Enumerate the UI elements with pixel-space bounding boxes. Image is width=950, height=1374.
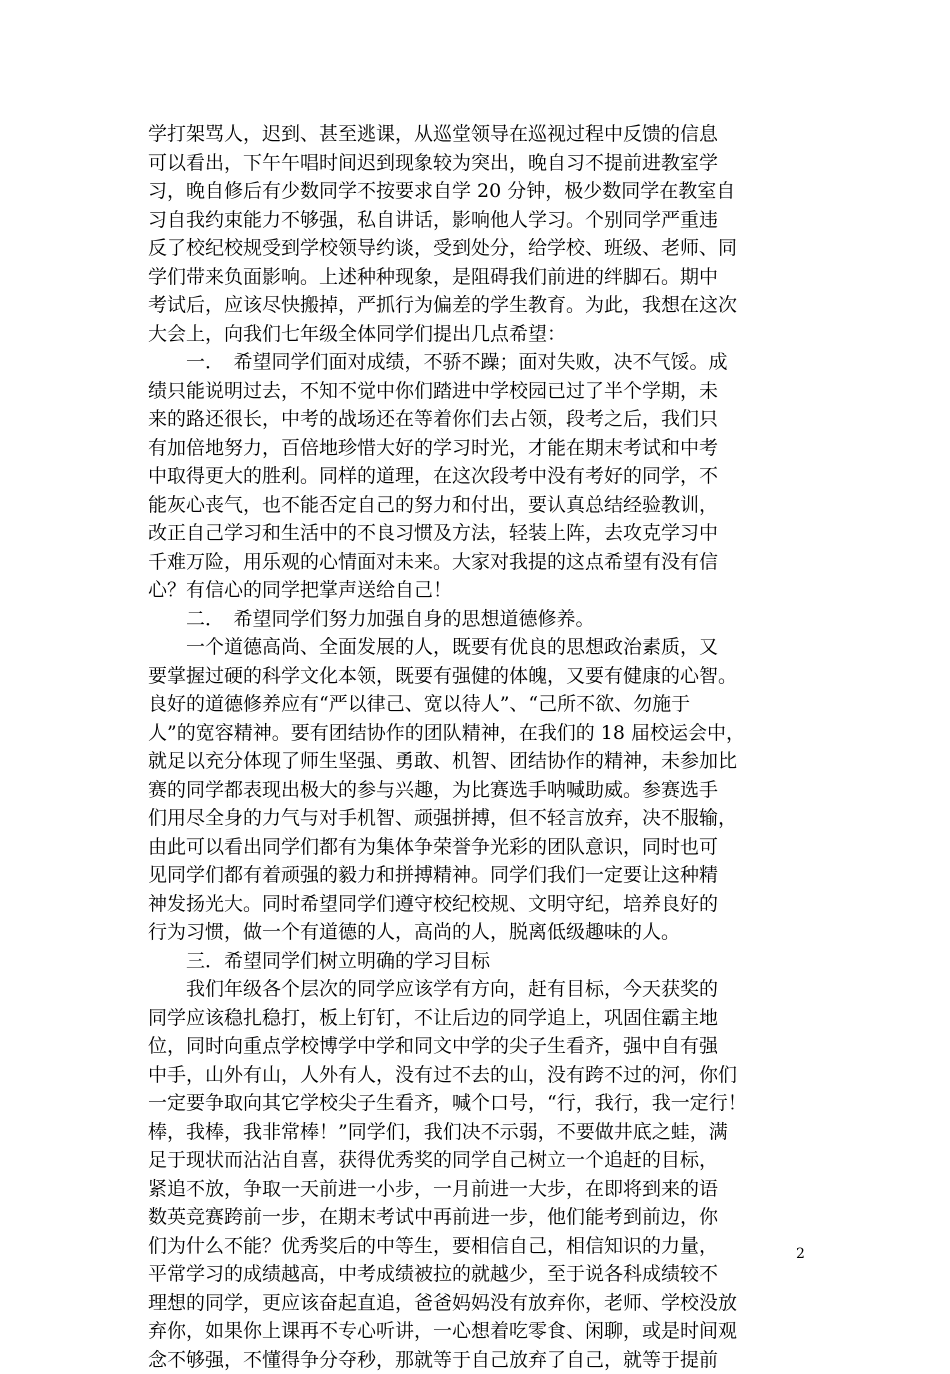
text-line: 们为什么不能？优秀奖后的中等生，要相信自己，相信知识的力量，	[148, 1232, 808, 1261]
text-line: 足于现状而沾沾自喜，获得优秀奖的同学自己树立一个追赶的目标，	[148, 1146, 808, 1175]
text-line: 可以看出，下午午唱时间迟到现象较为突出，晚自习不提前进教室学	[148, 149, 808, 178]
text-line: 良好的道德修养应有“严以律己、宽以待人”、“己所不欲、勿施于	[148, 690, 808, 719]
text-line: 由此可以看出同学们都有为集体争荣誉争光彩的团队意识，同时也可	[148, 833, 808, 862]
text-line: 学打架骂人，迟到、甚至逃课，从巡堂领导在巡视过程中反馈的信息	[148, 120, 808, 149]
body-text	[148, 120, 808, 1374]
text-line: 绩只能说明过去，不知不觉中你们踏进中学校园已过了半个学期，未	[148, 377, 808, 406]
text-line: 就足以充分体现了师生坚强、勇敢、机智、团结协作的精神，未参加比	[148, 747, 808, 776]
text-line: 们用尽全身的力气与对手机智、顽强拼搏，但不轻言放弃，决不服输，	[148, 804, 808, 833]
text-line: 棒，我棒，我非常棒！”同学们，我们决不示弱，不要做井底之蛙，满	[148, 1118, 808, 1147]
text-line: 学们带来负面影响。上述种种现象，是阻碍我们前进的绊脚石。期中	[148, 263, 808, 292]
text-line: 理想的同学，更应该奋起直追，爸爸妈妈没有放弃你，老师、学校没放	[148, 1289, 808, 1318]
text-line: 弃你，如果你上课再不专心听讲，一心想着吃零食、闲聊，或是时间观	[148, 1317, 808, 1346]
text-line: 行为习惯，做一个有道德的人，高尚的人，脱离低级趣味的人。	[148, 918, 808, 947]
text-line: 位，同时向重点学校博学中学和同文中学的尖子生看齐，强中自有强	[148, 1032, 808, 1061]
text-line: 大会上，向我们七年级全体同学们提出几点希望：	[148, 320, 808, 349]
text-line: 有加倍地努力，百倍地珍惜大好的学习时光，才能在期末考试和中考	[148, 434, 808, 463]
text-line: 来的路还很长，中考的战场还在等着你们去占领，段考之后，我们只	[148, 405, 808, 434]
text-line: 反了校纪校规受到学校领导约谈，受到处分，给学校、班级、老师、同	[148, 234, 808, 263]
text-line: 千难万险，用乐观的心情面对未来。大家对我提的这点希望有没有信	[148, 548, 808, 577]
text-line: 人”的宽容精神。要有团结协作的团队精神，在我们的 18 届校运会中，	[148, 719, 808, 748]
text-line: 二． 希望同学们努力加强自身的思想道德修养。	[148, 605, 808, 634]
text-line: 念不够强，不懂得争分夺秒，那就等于自己放弃了自己，就等于提前	[148, 1346, 808, 1374]
text-line: 三．希望同学们树立明确的学习目标	[148, 947, 808, 976]
text-line: 我们年级各个层次的同学应该学有方向，赶有目标，今天获奖的	[148, 975, 808, 1004]
text-line: 数英竞赛跨前一步，在期末考试中再前进一步，他们能考到前边，你	[148, 1203, 808, 1232]
text-line: 要掌握过硬的科学文化本领，既要有强健的体魄，又要有健康的心智。	[148, 662, 808, 691]
text-line: 一． 希望同学们面对成绩，不骄不躁；面对失败，决不气馁。成	[148, 348, 808, 377]
text-line: 能灰心丧气，也不能否定自己的努力和付出，要认真总结经验教训，	[148, 491, 808, 520]
text-line: 心？有信心的同学把掌声送给自己！	[148, 576, 808, 605]
text-line: 习，晚自修后有少数同学不按要求自学 20 分钟，极少数同学在教室自	[148, 177, 808, 206]
text-line: 赛的同学都表现出极大的参与兴趣，为比赛选手呐喊助威。参赛选手	[148, 776, 808, 805]
text-line: 习自我约束能力不够强，私自讲话，影响他人学习。个别同学严重违	[148, 206, 808, 235]
text-line: 一定要争取向其它学校尖子生看齐，喊个口号，“行，我行，我一定行！	[148, 1089, 808, 1118]
text-line: 紧追不放，争取一天前进一小步，一月前进一大步，在即将到来的语	[148, 1175, 808, 1204]
text-line: 平常学习的成绩越高，中考成绩被拉的就越少，至于说各科成绩较不	[148, 1260, 808, 1289]
text-line: 中手，山外有山，人外有人，没有过不去的山，没有跨不过的河，你们	[148, 1061, 808, 1090]
text-line: 改正自己学习和生活中的不良习惯及方法，轻装上阵，去攻克学习中	[148, 519, 808, 548]
text-line: 见同学们都有着顽强的毅力和拼搏精神。同学们我们一定要让这种精	[148, 861, 808, 890]
text-line: 考试后，应该尽快搬掉，严抓行为偏差的学生教育。为此，我想在这次	[148, 291, 808, 320]
text-line: 同学应该稳扎稳打，板上钉钉，不让后边的同学追上，巩固住霸主地	[148, 1004, 808, 1033]
text-line: 一个道德高尚、全面发展的人，既要有优良的思想政治素质，又	[148, 633, 808, 662]
text-line: 神发扬光大。同时希望同学们遵守校纪校规、文明守纪，培养良好的	[148, 890, 808, 919]
text-line: 中取得更大的胜利。同样的道理，在这次段考中没有考好的同学，不	[148, 462, 808, 491]
page-number: 2	[796, 1246, 805, 1262]
